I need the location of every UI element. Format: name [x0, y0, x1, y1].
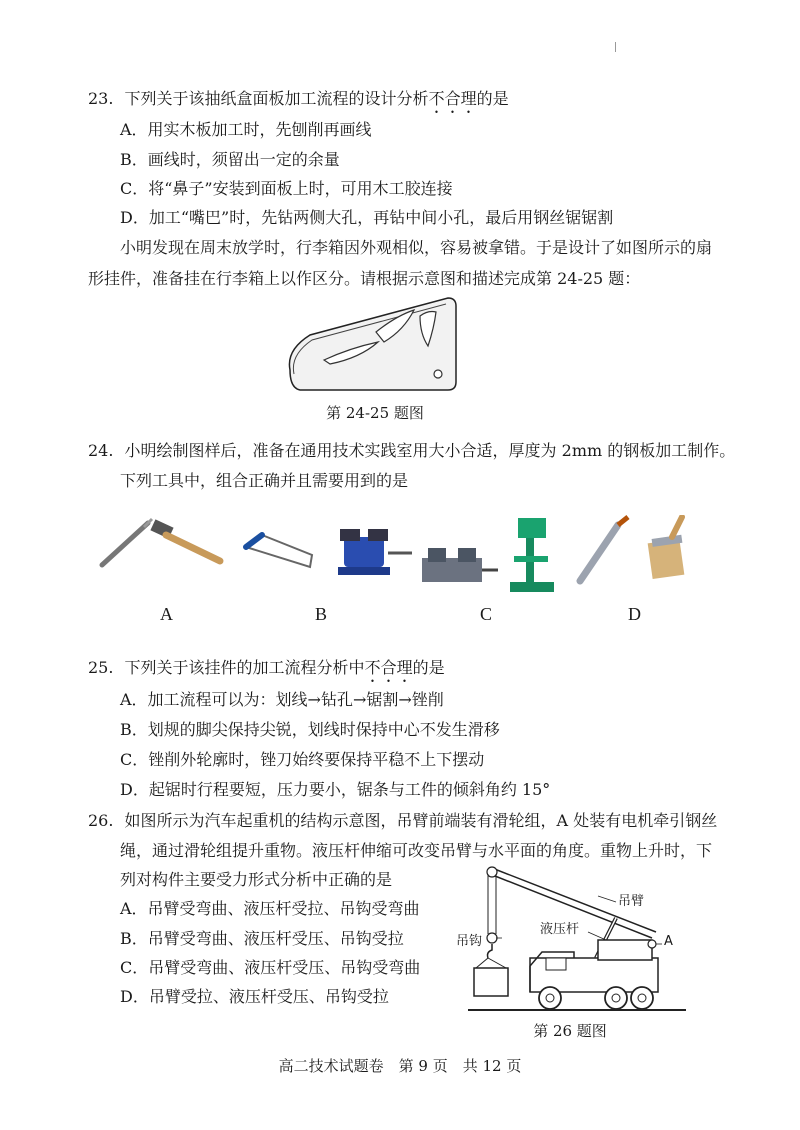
- q23-option-b: B．画线时，须留出一定的余量: [120, 150, 340, 169]
- question-24-line-1: 小明绘制图样后，准备在通用技术实践室用大小合适，厚度为 2mm 的钢板加工制作。: [124, 441, 736, 460]
- question-26: [88, 810, 717, 832]
- q23-option-c: C．将“鼻子”安装到面板上时，可用木工胶连接: [120, 179, 453, 198]
- q26-option-c: C．吊臂受弯曲、液压杆受压、吊钩受弯曲: [120, 958, 421, 977]
- question-24: [88, 440, 735, 462]
- label-a-point: A: [664, 934, 673, 949]
- tool-c-vise-drill-press-image: [418, 510, 568, 600]
- question-25-number: 25.: [88, 658, 114, 677]
- question-25: [88, 657, 445, 686]
- page-footer: 高二技术试题卷 第 9 页 共 12 页: [278, 1057, 522, 1075]
- q25-option-d: D．起锯时行程要短，压力要小，锯条与工件的倾斜角约 15°: [120, 780, 551, 799]
- intro-line-1: 小明发现在周末放学时，行李箱因外观相似，容易被拿错。于是设计了如图所示的扇: [120, 238, 713, 257]
- tool-label-d: D: [628, 604, 641, 624]
- fan-pendant-figure: [280, 290, 460, 400]
- question-23-number: 23.: [88, 89, 114, 108]
- page-corner-mark: [615, 42, 616, 52]
- question-25-emphasis: 不合理: [364, 658, 413, 677]
- q26-option-b: B．吊臂受弯曲、液压杆受压、吊钩受拉: [120, 929, 404, 948]
- crane-truck-diagram: [466, 862, 688, 1022]
- figure-26-caption: 第 26 题图: [533, 1022, 607, 1040]
- tool-d-file-brush-image: [572, 515, 702, 590]
- tool-label-c: C: [480, 604, 493, 624]
- tool-b-hacksaw-vise-image: [240, 515, 420, 585]
- q26-option-a: A．吊臂受弯曲、液压杆受拉、吊钩受弯曲: [120, 899, 420, 918]
- question-26-number: 26.: [88, 811, 114, 830]
- question-25-stem: 下列关于该挂件的加工流程分析中: [124, 658, 365, 677]
- question-24-number: 24.: [88, 441, 114, 460]
- question-23: [88, 88, 509, 117]
- q25-option-b: B．划规的脚尖保持尖锐，划线时保持中心不发生滑移: [120, 720, 500, 739]
- question-23-stem-end: 的是: [476, 89, 509, 108]
- question-26-line-2: 绳，通过滑轮组提升重物。液压杆伸缩可改变吊臂与水平面的角度。重物上升时，下: [120, 841, 713, 860]
- question-26-line-1: 如图所示为汽车起重机的结构示意图，吊臂前端装有滑轮组，A 处装有电机牵引钢丝: [124, 811, 718, 830]
- q25-option-a: A．加工流程可以为：划线→钻孔→锯割→锉削: [120, 690, 444, 709]
- tool-a-punch-hammer-image: [98, 505, 228, 575]
- question-25-stem-end: 的是: [412, 658, 445, 677]
- q23-option-d: D．加工“嘴巴”时，先钻两侧大孔，再钻中间小孔，最后用钢丝锯锯割: [120, 208, 614, 227]
- q26-option-d: D．吊臂受拉、液压杆受压、吊钩受拉: [120, 987, 389, 1006]
- figure-24-25-caption: 第 24-25 题图: [326, 404, 424, 422]
- intro-line-2: 形挂件，准备挂在行李箱上以作区分。请根据示意图和描述完成第 24-25 题：: [88, 269, 641, 288]
- question-23-stem: 下列关于该抽纸盒面板加工流程的设计分析: [124, 89, 429, 108]
- tool-label-a: A: [160, 604, 173, 624]
- tool-label-b: B: [315, 604, 328, 624]
- question-24-line-2: 下列工具中，组合正确并且需要用到的是: [120, 471, 409, 490]
- label-hook: 吊钩: [456, 934, 483, 949]
- q23-option-a: A．用实木板加工时，先刨削再画线: [120, 120, 372, 139]
- question-23-emphasis: 不合理: [428, 89, 477, 108]
- label-boom: 吊臂: [618, 894, 645, 909]
- q25-option-c: C．锉削外轮廓时，锉刀始终要保持平稳不上下摆动: [120, 750, 485, 769]
- question-26-line-3: 列对构件主要受力形式分析中正确的是: [120, 870, 393, 889]
- label-hydraulic-rod: 液压杆: [540, 922, 580, 937]
